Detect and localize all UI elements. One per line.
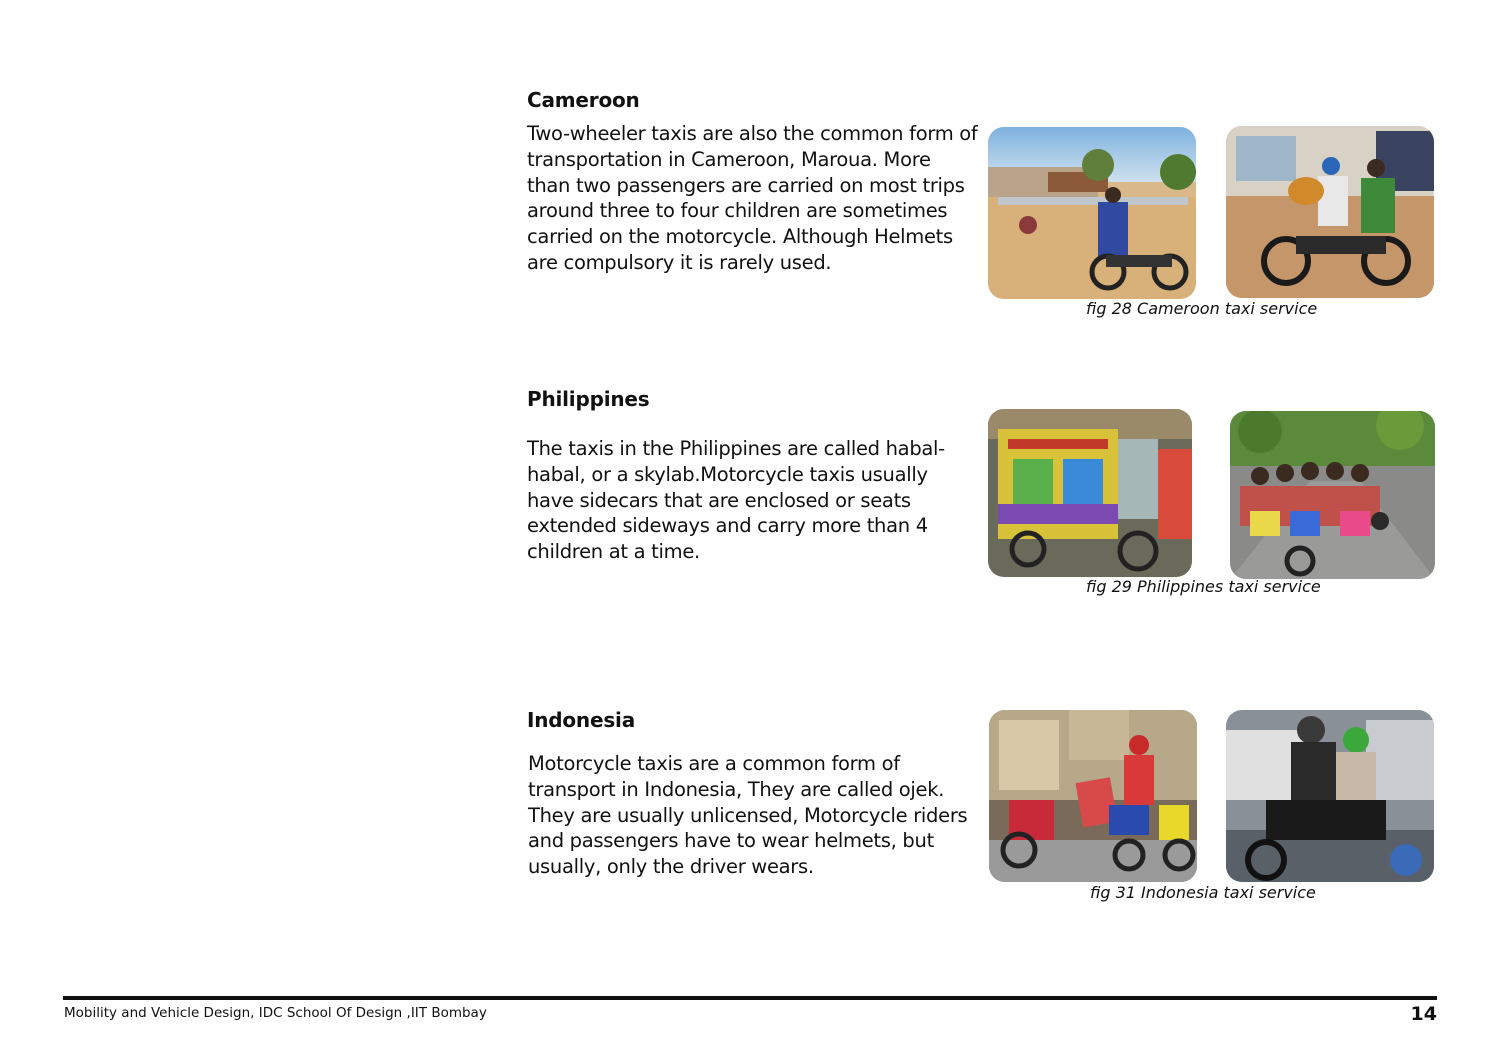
footer-divider bbox=[63, 996, 1437, 1000]
section-heading: Philippines bbox=[527, 387, 650, 411]
section-body-text: Motorcycle taxis are a common form of transport in Indonesia, They are called ojek. They are usually unlicensed, Motorcycle riders and passengers have to wear helmets, but usually, only the driver wears. bbox=[528, 752, 968, 879]
footer-document-title: Mobility and Vehicle Design, IDC School Of Design ,IIT Bombay bbox=[64, 1005, 487, 1021]
section-cameroon bbox=[527, 88, 1437, 328]
page-number: 14 bbox=[1410, 1003, 1437, 1025]
section-indonesia bbox=[527, 708, 1437, 948]
photo-cameroon-passengers bbox=[1226, 126, 1434, 298]
figure-caption: fig 31 Indonesia taxi service bbox=[1090, 883, 1316, 902]
photo-philippines-extended-seats bbox=[1230, 411, 1435, 579]
section-body-text: The taxis in the Philippines are called habal-habal, or a skylab.Motorcycle taxis usually have sidecars that are enclosed or seats extended sideways and carry more than 4 children at a time. bbox=[527, 437, 945, 564]
figure-caption: fig 29 Philippines taxi service bbox=[1086, 577, 1321, 596]
photo-cameroon-street-motorcycle bbox=[988, 127, 1196, 299]
section-body-text: Two-wheeler taxis are also the common form of transportation in Cameroon, Maroua. More than two passengers are carried on most trips around three to four children are sometimes carried on the motorcycle. Although Helmets are compulsory it is rarely used. bbox=[527, 122, 978, 274]
section-heading: Indonesia bbox=[527, 708, 635, 732]
section-heading: Cameroon bbox=[527, 88, 640, 112]
photo-indonesia-helmet-riders bbox=[1226, 710, 1434, 882]
figure-caption: fig 28 Cameroon taxi service bbox=[1086, 299, 1318, 318]
section-philippines bbox=[527, 387, 1437, 627]
photo-philippines-sidecar bbox=[988, 409, 1192, 577]
photo-indonesia-ojek-stand bbox=[989, 710, 1197, 882]
